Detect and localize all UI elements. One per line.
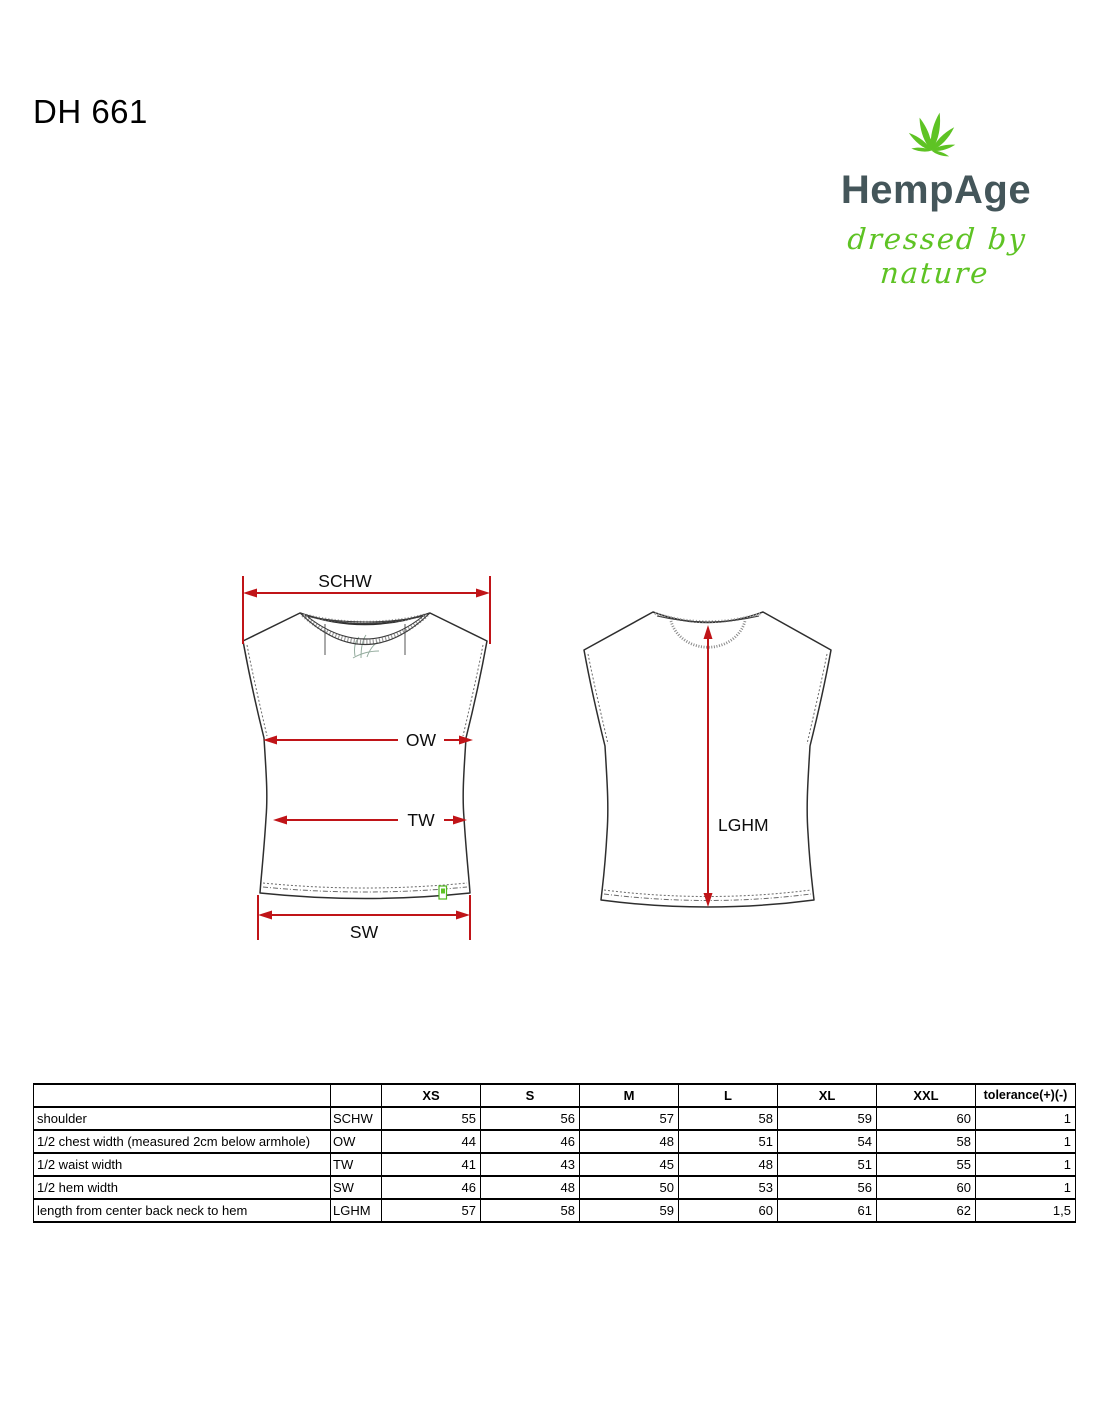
table-row [34,1130,1076,1153]
table-row [34,1199,1076,1222]
header-size-xs: XS [382,1084,481,1107]
garment-front-sketch [237,566,493,958]
dimension-sw [258,895,470,942]
sw-label: SW [349,922,379,942]
row-label: shoulder [34,1107,331,1130]
value-tolerance: 1 [976,1130,1076,1153]
value-xxl: 60 [877,1107,976,1130]
header-size-xl: XL [778,1084,877,1107]
value-xl: 59 [778,1107,877,1130]
schw-label: SCHW [318,571,372,591]
header-size-xxl: XXL [877,1084,976,1107]
value-s: 48 [481,1176,580,1199]
front-garment-outline [243,613,487,899]
header-code-empty [331,1084,382,1107]
table-header-row [34,1084,1076,1107]
ow-label: OW [405,730,437,750]
table-row [34,1176,1076,1199]
value-l: 48 [679,1153,778,1176]
value-s: 43 [481,1153,580,1176]
header-size-l: L [679,1084,778,1107]
value-xl: 54 [778,1130,877,1153]
value-xs: 55 [382,1107,481,1130]
value-xxl: 62 [877,1199,976,1222]
brand-name: HempAge [840,168,1032,212]
value-l: 51 [679,1130,778,1153]
value-tolerance: 1 [976,1153,1076,1176]
value-xs: 41 [382,1153,481,1176]
hemp-leaf-icon [899,84,973,164]
value-tolerance: 1,5 [976,1199,1076,1222]
row-code: SCHW [331,1107,382,1130]
row-code: SW [331,1176,382,1199]
value-xxl: 55 [877,1153,976,1176]
table-row [34,1153,1076,1176]
row-code: LGHM [331,1199,382,1222]
value-xl: 56 [778,1176,877,1199]
value-xl: 61 [778,1199,877,1222]
value-m: 57 [580,1107,679,1130]
value-s: 58 [481,1199,580,1222]
value-l: 53 [679,1176,778,1199]
header-size-s: S [481,1084,580,1107]
value-tolerance: 1 [976,1176,1076,1199]
brand-logo [816,84,1056,290]
header-tolerance: tolerance(+)(-) [976,1084,1076,1107]
value-xs: 44 [382,1130,481,1153]
value-xs: 46 [382,1176,481,1199]
garment-back-sketch [575,588,840,923]
tw-label: TW [407,810,435,830]
value-xxl: 58 [877,1130,976,1153]
page-title: DH 661 [33,93,148,130]
value-xl: 51 [778,1153,877,1176]
value-l: 58 [679,1107,778,1130]
value-m: 59 [580,1199,679,1222]
value-m: 45 [580,1153,679,1176]
value-tolerance: 1 [976,1107,1076,1130]
brand-tagline: dressed by nature [846,222,1029,290]
lghm-label: LGHM [718,815,769,835]
row-label: 1/2 hem width [34,1176,331,1199]
value-s: 46 [481,1130,580,1153]
header-size-m: M [580,1084,679,1107]
value-m: 50 [580,1176,679,1199]
row-label: 1/2 chest width (measured 2cm below armhole) [34,1130,331,1153]
value-l: 60 [679,1199,778,1222]
value-m: 48 [580,1130,679,1153]
row-label: 1/2 waist width [34,1153,331,1176]
table-row [34,1107,1076,1130]
header-desc-empty [34,1084,331,1107]
size-spec-table [33,1083,1076,1223]
value-xs: 57 [382,1199,481,1222]
value-xxl: 60 [877,1176,976,1199]
row-label: length from center back neck to hem [34,1199,331,1222]
value-s: 56 [481,1107,580,1130]
row-code: OW [331,1130,382,1153]
hem-tag [439,886,447,899]
row-code: TW [331,1153,382,1176]
